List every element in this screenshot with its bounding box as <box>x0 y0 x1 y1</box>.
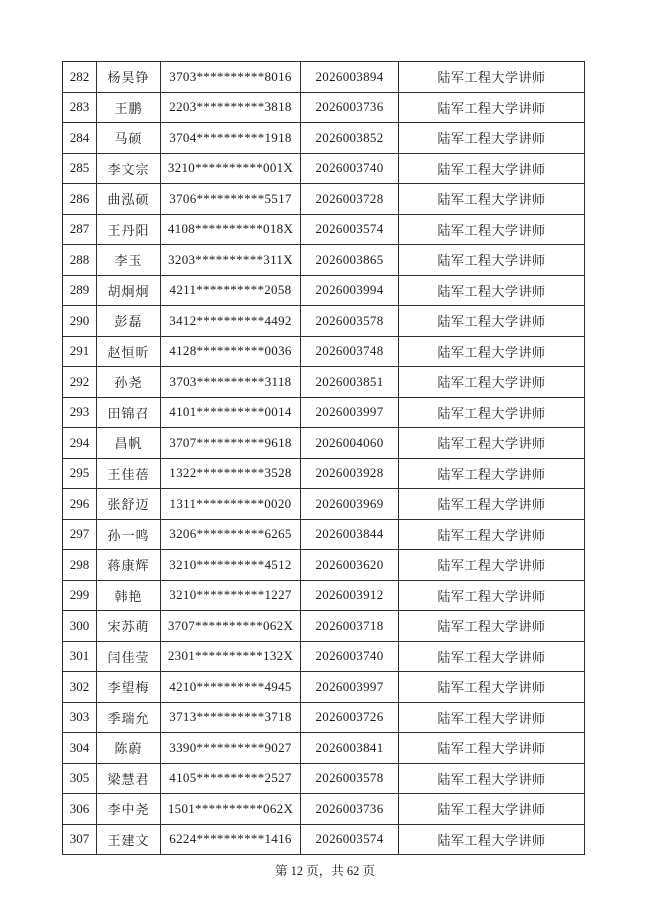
registration-number-cell: 2026003574 <box>301 214 399 245</box>
table-row <box>63 458 585 489</box>
registration-number-cell: 2026003718 <box>301 611 399 642</box>
masked-id-cell: 3412**********4492 <box>161 306 301 337</box>
table-row <box>63 306 585 337</box>
name-cell: 王建文 <box>97 824 161 855</box>
table-row <box>63 763 585 794</box>
registration-number-cell: 2026003994 <box>301 275 399 306</box>
name-cell: 胡炯炯 <box>97 275 161 306</box>
masked-id-cell: 3390**********9027 <box>161 733 301 764</box>
registration-number-cell: 2026003740 <box>301 153 399 184</box>
name-cell: 彭磊 <box>97 306 161 337</box>
registration-number-cell: 2026003928 <box>301 458 399 489</box>
masked-id-cell: 1501**********062X <box>161 794 301 825</box>
name-cell: 宋苏萌 <box>97 611 161 642</box>
table-row <box>63 123 585 154</box>
masked-id-cell: 3707**********9618 <box>161 428 301 459</box>
position-cell: 陆军工程大学讲师 <box>399 641 585 672</box>
name-cell: 李文宗 <box>97 153 161 184</box>
position-cell: 陆军工程大学讲师 <box>399 62 585 93</box>
registration-number-cell: 2026003736 <box>301 92 399 123</box>
position-cell: 陆军工程大学讲师 <box>399 275 585 306</box>
position-cell: 陆军工程大学讲师 <box>399 306 585 337</box>
masked-id-cell: 3210**********4512 <box>161 550 301 581</box>
row-index-cell: 284 <box>63 123 97 154</box>
registration-number-cell: 2026003574 <box>301 824 399 855</box>
masked-id-cell: 3707**********062X <box>161 611 301 642</box>
registration-number-cell: 2026003969 <box>301 489 399 520</box>
row-index-cell: 299 <box>63 580 97 611</box>
registration-number-cell: 2026003912 <box>301 580 399 611</box>
registration-number-cell: 2026003740 <box>301 641 399 672</box>
name-cell: 陈蔚 <box>97 733 161 764</box>
table-row <box>63 153 585 184</box>
row-index-cell: 305 <box>63 763 97 794</box>
row-index-cell: 301 <box>63 641 97 672</box>
masked-id-cell: 2203**********3818 <box>161 92 301 123</box>
row-index-cell: 282 <box>63 62 97 93</box>
registration-number-cell: 2026004060 <box>301 428 399 459</box>
table-row <box>63 184 585 215</box>
masked-id-cell: 4105**********2527 <box>161 763 301 794</box>
masked-id-cell: 3210**********001X <box>161 153 301 184</box>
page-number-footer: 第 12 页，共 62 页 <box>274 864 375 878</box>
position-cell: 陆军工程大学讲师 <box>399 336 585 367</box>
registration-number-cell: 2026003728 <box>301 184 399 215</box>
position-cell: 陆军工程大学讲师 <box>399 519 585 550</box>
row-index-cell: 290 <box>63 306 97 337</box>
name-cell: 闫佳莹 <box>97 641 161 672</box>
position-cell: 陆军工程大学讲师 <box>399 763 585 794</box>
table-row <box>63 550 585 581</box>
row-index-cell: 297 <box>63 519 97 550</box>
masked-id-cell: 4210**********4945 <box>161 672 301 703</box>
name-cell: 王丹阳 <box>97 214 161 245</box>
row-index-cell: 306 <box>63 794 97 825</box>
table-row <box>63 702 585 733</box>
table-row <box>63 672 585 703</box>
name-cell: 蒋康辉 <box>97 550 161 581</box>
masked-id-cell: 4128**********0036 <box>161 336 301 367</box>
roster-table-body <box>63 62 585 855</box>
masked-id-cell: 3713**********3718 <box>161 702 301 733</box>
table-row <box>63 397 585 428</box>
masked-id-cell: 4101**********0014 <box>161 397 301 428</box>
position-cell: 陆军工程大学讲师 <box>399 458 585 489</box>
masked-id-cell: 3703**********3118 <box>161 367 301 398</box>
masked-id-cell: 4108**********018X <box>161 214 301 245</box>
position-cell: 陆军工程大学讲师 <box>399 245 585 276</box>
name-cell: 张舒迈 <box>97 489 161 520</box>
position-cell: 陆军工程大学讲师 <box>399 733 585 764</box>
row-index-cell: 285 <box>63 153 97 184</box>
masked-id-cell: 1311**********0020 <box>161 489 301 520</box>
position-cell: 陆军工程大学讲师 <box>399 611 585 642</box>
registration-number-cell: 2026003894 <box>301 62 399 93</box>
table-row <box>63 245 585 276</box>
name-cell: 王佳蓓 <box>97 458 161 489</box>
position-cell: 陆军工程大学讲师 <box>399 824 585 855</box>
position-cell: 陆军工程大学讲师 <box>399 184 585 215</box>
row-index-cell: 288 <box>63 245 97 276</box>
table-row <box>63 214 585 245</box>
masked-id-cell: 6224**********1416 <box>161 824 301 855</box>
position-cell: 陆军工程大学讲师 <box>399 489 585 520</box>
registration-number-cell: 2026003865 <box>301 245 399 276</box>
row-index-cell: 307 <box>63 824 97 855</box>
row-index-cell: 294 <box>63 428 97 459</box>
masked-id-cell: 1322**********3528 <box>161 458 301 489</box>
position-cell: 陆军工程大学讲师 <box>399 428 585 459</box>
roster-table <box>62 61 585 855</box>
masked-id-cell: 3210**********1227 <box>161 580 301 611</box>
position-cell: 陆军工程大学讲师 <box>399 794 585 825</box>
name-cell: 李望梅 <box>97 672 161 703</box>
registration-number-cell: 2026003997 <box>301 672 399 703</box>
name-cell: 李中尧 <box>97 794 161 825</box>
row-index-cell: 295 <box>63 458 97 489</box>
masked-id-cell: 3704**********1918 <box>161 123 301 154</box>
masked-id-cell: 3206**********6265 <box>161 519 301 550</box>
table-row <box>63 733 585 764</box>
registration-number-cell: 2026003620 <box>301 550 399 581</box>
position-cell: 陆军工程大学讲师 <box>399 123 585 154</box>
registration-number-cell: 2026003578 <box>301 306 399 337</box>
table-row <box>63 336 585 367</box>
name-cell: 杨昊铮 <box>97 62 161 93</box>
masked-id-cell: 4211**********2058 <box>161 275 301 306</box>
registration-number-cell: 2026003736 <box>301 794 399 825</box>
position-cell: 陆军工程大学讲师 <box>399 672 585 703</box>
name-cell: 季瑞允 <box>97 702 161 733</box>
table-row <box>63 92 585 123</box>
registration-number-cell: 2026003997 <box>301 397 399 428</box>
table-row <box>63 794 585 825</box>
masked-id-cell: 3706**********5517 <box>161 184 301 215</box>
position-cell: 陆军工程大学讲师 <box>399 550 585 581</box>
name-cell: 马硕 <box>97 123 161 154</box>
row-index-cell: 287 <box>63 214 97 245</box>
row-index-cell: 300 <box>63 611 97 642</box>
masked-id-cell: 3703**********8016 <box>161 62 301 93</box>
registration-number-cell: 2026003844 <box>301 519 399 550</box>
position-cell: 陆军工程大学讲师 <box>399 92 585 123</box>
name-cell: 李玉 <box>97 245 161 276</box>
position-cell: 陆军工程大学讲师 <box>399 702 585 733</box>
row-index-cell: 304 <box>63 733 97 764</box>
row-index-cell: 298 <box>63 550 97 581</box>
name-cell: 孙一鸣 <box>97 519 161 550</box>
table-row <box>63 428 585 459</box>
table-row <box>63 489 585 520</box>
table-row <box>63 824 585 855</box>
table-row <box>63 641 585 672</box>
name-cell: 昌帆 <box>97 428 161 459</box>
row-index-cell: 286 <box>63 184 97 215</box>
row-index-cell: 291 <box>63 336 97 367</box>
position-cell: 陆军工程大学讲师 <box>399 580 585 611</box>
position-cell: 陆军工程大学讲师 <box>399 367 585 398</box>
name-cell: 孙尧 <box>97 367 161 398</box>
name-cell: 田锦召 <box>97 397 161 428</box>
position-cell: 陆军工程大学讲师 <box>399 214 585 245</box>
masked-id-cell: 2301**********132X <box>161 641 301 672</box>
registration-number-cell: 2026003726 <box>301 702 399 733</box>
table-row <box>63 611 585 642</box>
name-cell: 赵恒昕 <box>97 336 161 367</box>
registration-number-cell: 2026003851 <box>301 367 399 398</box>
table-row <box>63 275 585 306</box>
name-cell: 韩艳 <box>97 580 161 611</box>
registration-number-cell: 2026003748 <box>301 336 399 367</box>
row-index-cell: 302 <box>63 672 97 703</box>
name-cell: 梁慧君 <box>97 763 161 794</box>
table-row <box>63 580 585 611</box>
masked-id-cell: 3203**********311X <box>161 245 301 276</box>
table-row <box>63 62 585 93</box>
table-row <box>63 519 585 550</box>
registration-number-cell: 2026003841 <box>301 733 399 764</box>
row-index-cell: 293 <box>63 397 97 428</box>
registration-number-cell: 2026003852 <box>301 123 399 154</box>
table-row <box>63 367 585 398</box>
name-cell: 王鹏 <box>97 92 161 123</box>
row-index-cell: 283 <box>63 92 97 123</box>
position-cell: 陆军工程大学讲师 <box>399 153 585 184</box>
registration-number-cell: 2026003578 <box>301 763 399 794</box>
row-index-cell: 296 <box>63 489 97 520</box>
name-cell: 曲泓硕 <box>97 184 161 215</box>
position-cell: 陆军工程大学讲师 <box>399 397 585 428</box>
row-index-cell: 292 <box>63 367 97 398</box>
row-index-cell: 303 <box>63 702 97 733</box>
row-index-cell: 289 <box>63 275 97 306</box>
